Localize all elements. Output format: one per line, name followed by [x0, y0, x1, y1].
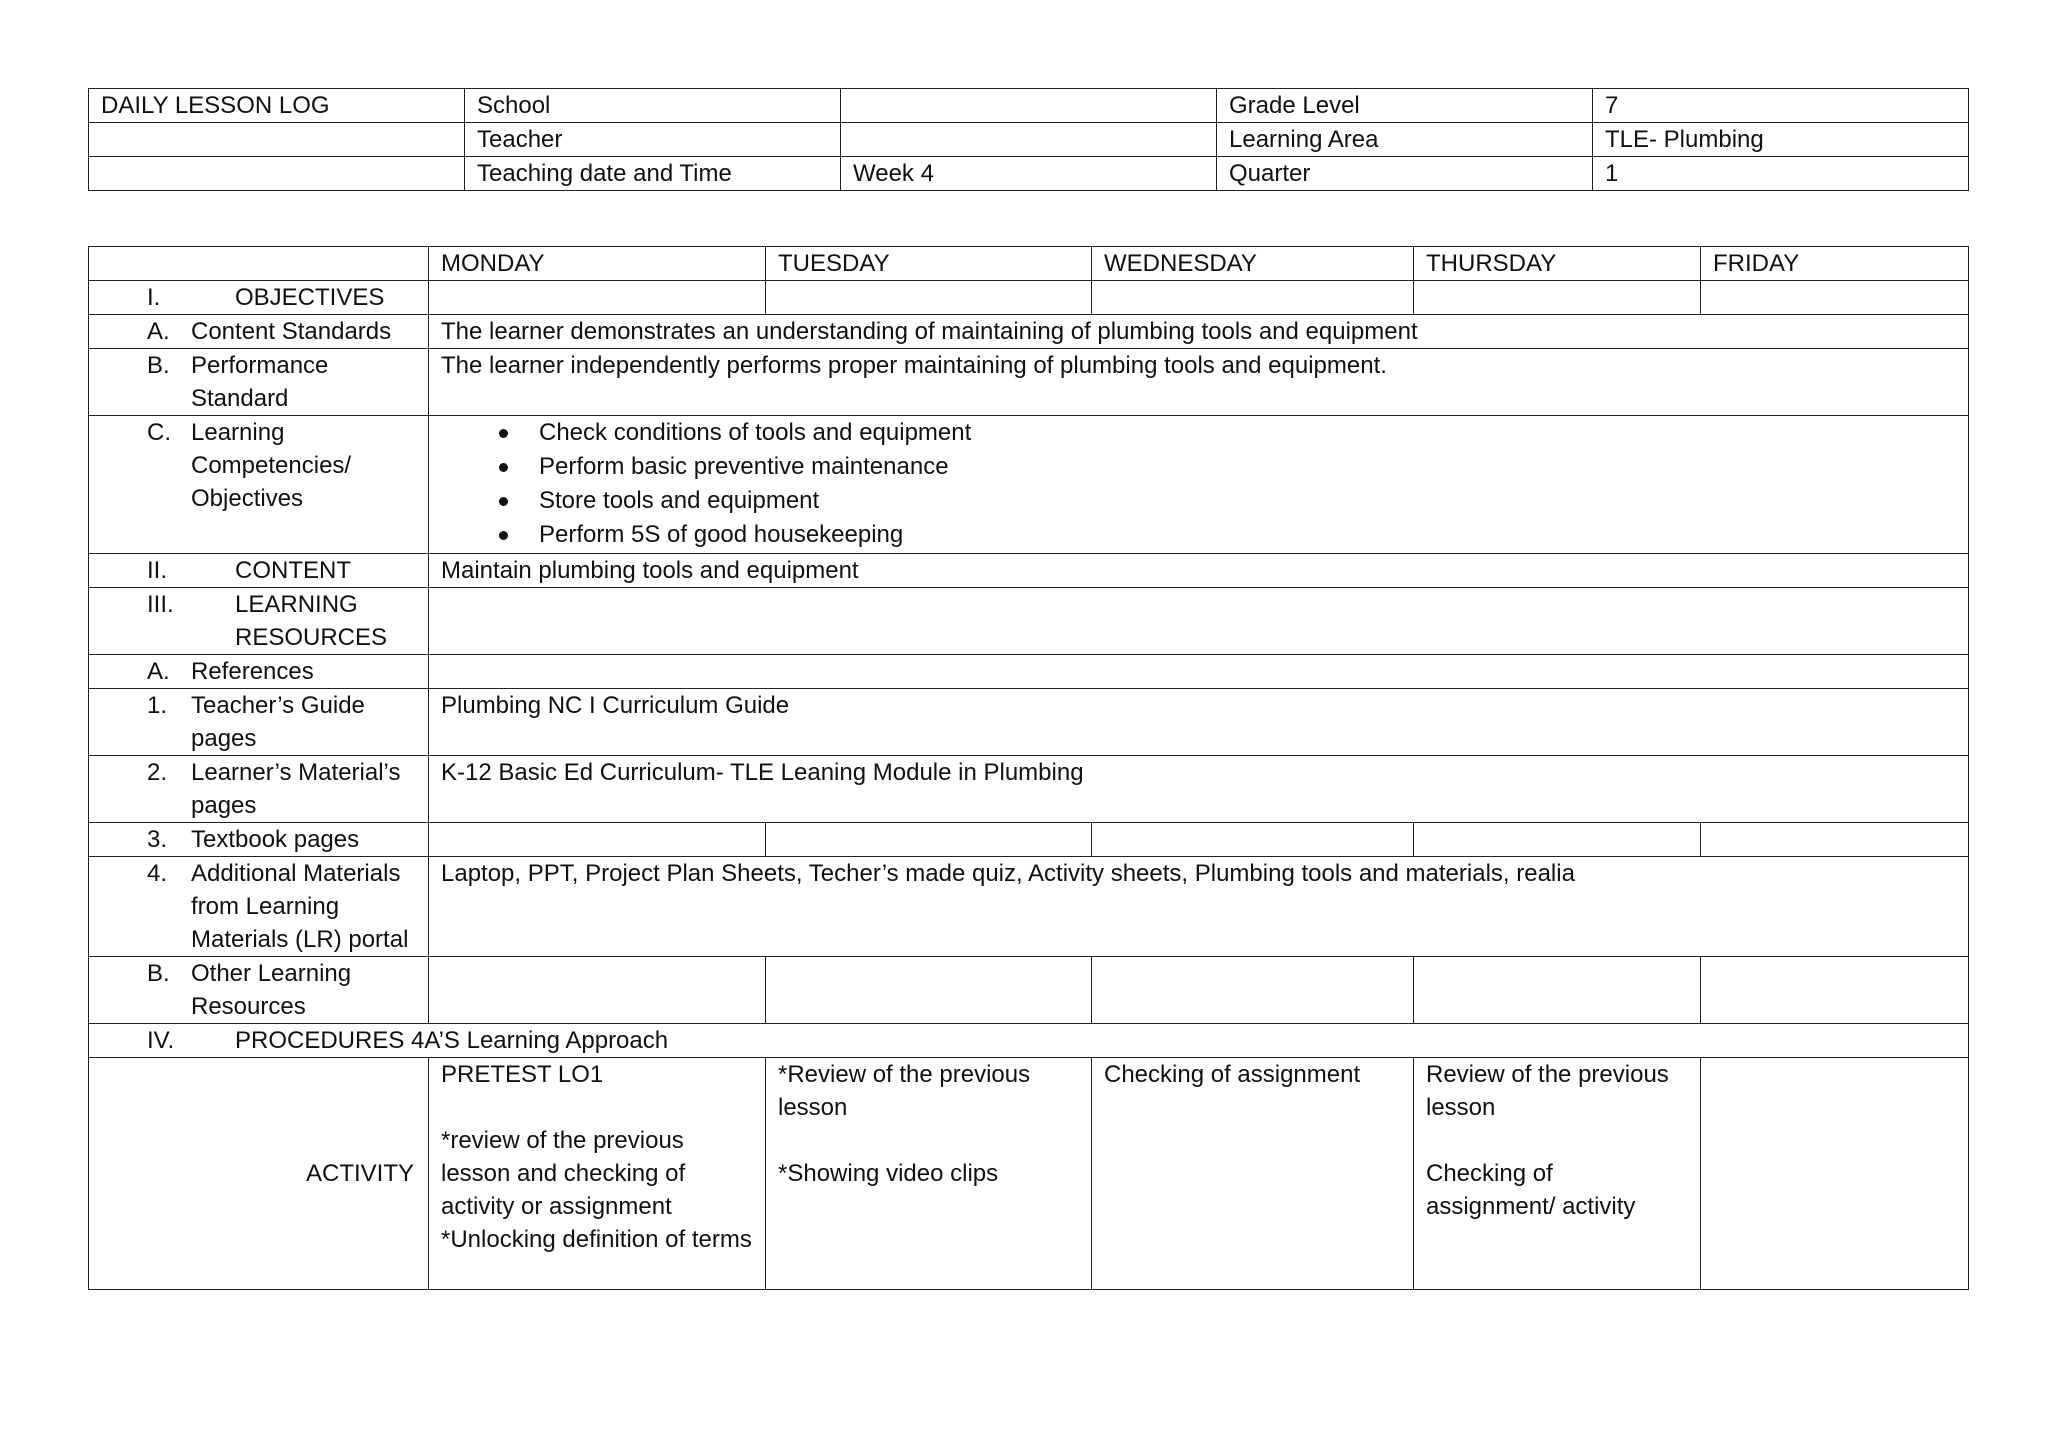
- row-label: Learner’s Material’s pages: [191, 759, 401, 819]
- row-number: B.: [147, 352, 170, 379]
- header-row-date: [89, 157, 1969, 191]
- header-blank-cell: [89, 157, 465, 191]
- content-row: [89, 554, 1969, 588]
- learning-resources-value[interactable]: [429, 588, 1969, 655]
- content-value[interactable]: Maintain plumbing tools and equipment: [429, 554, 1969, 588]
- learning-resources-row: [89, 588, 1969, 655]
- performance-standard-value[interactable]: The learner independently performs proper maintaining of plumbing tools and equipment.: [429, 349, 1969, 416]
- days-row: [89, 247, 1969, 281]
- date-value[interactable]: Week 4: [841, 157, 1217, 191]
- performance-standard-row: [89, 349, 1969, 416]
- other-resources-cell[interactable]: [429, 957, 766, 1024]
- row-number: I.: [147, 284, 161, 311]
- corner-cell: [89, 247, 429, 281]
- learners-material-row: [89, 756, 1969, 823]
- textbook-cell[interactable]: [429, 823, 766, 857]
- list-item: Perform 5S of good housekeeping: [539, 518, 1956, 552]
- row-number: 4.: [147, 860, 168, 887]
- other-resources-cell[interactable]: [1092, 957, 1414, 1024]
- row-label: Learning Competencies/ Objectives: [191, 419, 352, 512]
- objectives-cell[interactable]: [429, 281, 766, 315]
- row-number: III.: [147, 591, 174, 618]
- competencies-value[interactable]: [429, 416, 1969, 554]
- log-title: DAILY LESSON LOG: [89, 89, 465, 123]
- textbook-cell[interactable]: [1701, 823, 1969, 857]
- references-row: [89, 655, 1969, 689]
- references-value[interactable]: [429, 655, 1969, 689]
- procedures-row: [89, 1024, 1969, 1058]
- row-number: 1.: [147, 692, 168, 719]
- row-label: Teacher’s Guide pages: [191, 692, 365, 752]
- row-number: 3.: [147, 826, 168, 853]
- activity-friday[interactable]: [1701, 1058, 1969, 1290]
- row-label: Performance Standard: [191, 352, 329, 412]
- other-resources-cell[interactable]: [1414, 957, 1701, 1024]
- textbook-cell[interactable]: [766, 823, 1092, 857]
- row-label: LEARNING RESOURCES: [235, 591, 388, 651]
- row-label: PROCEDURES 4A’S Learning Approach: [235, 1027, 669, 1054]
- header-row-teacher: [89, 123, 1969, 157]
- activity-wednesday[interactable]: Checking of assignment: [1092, 1058, 1414, 1290]
- day-thursday: THURSDAY: [1414, 247, 1701, 281]
- teachers-guide-row: [89, 689, 1969, 756]
- row-number: B.: [147, 960, 170, 987]
- header-table: [88, 88, 1969, 191]
- learners-material-value[interactable]: K-12 Basic Ed Curriculum- TLE Leaning Module in Plumbing: [429, 756, 1969, 823]
- lesson-table: [88, 246, 1969, 1290]
- row-label: Other Learning Resources: [191, 960, 352, 1020]
- day-tuesday: TUESDAY: [766, 247, 1092, 281]
- grade-value[interactable]: 7: [1593, 89, 1969, 123]
- header-blank-cell: [89, 123, 465, 157]
- row-number: II.: [147, 557, 168, 584]
- list-item: Store tools and equipment: [539, 484, 1956, 518]
- row-label: Textbook pages: [191, 826, 360, 853]
- textbook-cell[interactable]: [1414, 823, 1701, 857]
- content-standards-value[interactable]: The learner demonstrates an understanding of maintaining of plumbing tools and equipment: [429, 315, 1969, 349]
- quarter-label: Quarter: [1217, 157, 1593, 191]
- row-number: A.: [147, 318, 170, 345]
- textbook-row: [89, 823, 1969, 857]
- objectives-cell[interactable]: [766, 281, 1092, 315]
- other-resources-cell[interactable]: [766, 957, 1092, 1024]
- objectives-cell[interactable]: [1414, 281, 1701, 315]
- row-label: Additional Materials from Learning Materials (LR) portal: [191, 860, 409, 953]
- list-item: Check conditions of tools and equipment: [539, 416, 1956, 450]
- objectives-cell[interactable]: [1092, 281, 1414, 315]
- row-number: 2.: [147, 759, 168, 786]
- row-label: CONTENT: [235, 557, 351, 584]
- list-item: Perform basic preventive maintenance: [539, 450, 1956, 484]
- day-wednesday: WEDNESDAY: [1092, 247, 1414, 281]
- competencies-row: [89, 416, 1969, 554]
- activity-tuesday[interactable]: *Review of the previous lesson *Showing video clips: [766, 1058, 1092, 1290]
- teachers-guide-value[interactable]: Plumbing NC I Curriculum Guide: [429, 689, 1969, 756]
- date-label: Teaching date and Time: [465, 157, 841, 191]
- quarter-value[interactable]: 1: [1593, 157, 1969, 191]
- competencies-list: [441, 416, 1956, 552]
- additional-materials-value[interactable]: Laptop, PPT, Project Plan Sheets, Techer’s made quiz, Activity sheets, Plumbing tools and materials, realia: [429, 857, 1969, 957]
- area-label: Learning Area: [1217, 123, 1593, 157]
- additional-materials-row: [89, 857, 1969, 957]
- row-label: OBJECTIVES: [235, 284, 385, 311]
- grade-label: Grade Level: [1217, 89, 1593, 123]
- school-value[interactable]: [841, 89, 1217, 123]
- textbook-cell[interactable]: [1092, 823, 1414, 857]
- row-number: A.: [147, 658, 170, 685]
- activity-monday[interactable]: PRETEST LO1 *review of the previous lesson and checking of activity or assignment *Unlocking definition of terms: [429, 1058, 766, 1290]
- row-label: References: [191, 658, 314, 685]
- row-label: Content Standards: [191, 318, 392, 345]
- area-value[interactable]: TLE- Plumbing: [1593, 123, 1969, 157]
- other-resources-row: [89, 957, 1969, 1024]
- row-number: IV.: [147, 1027, 175, 1054]
- activity-label: ACTIVITY: [89, 1058, 429, 1290]
- day-friday: FRIDAY: [1701, 247, 1969, 281]
- objectives-row: [89, 281, 1969, 315]
- content-standards-row: [89, 315, 1969, 349]
- activity-thursday[interactable]: Review of the previous lesson Checking of assignment/ activity: [1414, 1058, 1701, 1290]
- teacher-value[interactable]: [841, 123, 1217, 157]
- other-resources-cell[interactable]: [1701, 957, 1969, 1024]
- activity-row: [89, 1058, 1969, 1290]
- teacher-label: Teacher: [465, 123, 841, 157]
- row-number: C.: [147, 419, 171, 446]
- objectives-cell[interactable]: [1701, 281, 1969, 315]
- header-row-school: [89, 89, 1969, 123]
- day-monday: MONDAY: [429, 247, 766, 281]
- school-label: School: [465, 89, 841, 123]
